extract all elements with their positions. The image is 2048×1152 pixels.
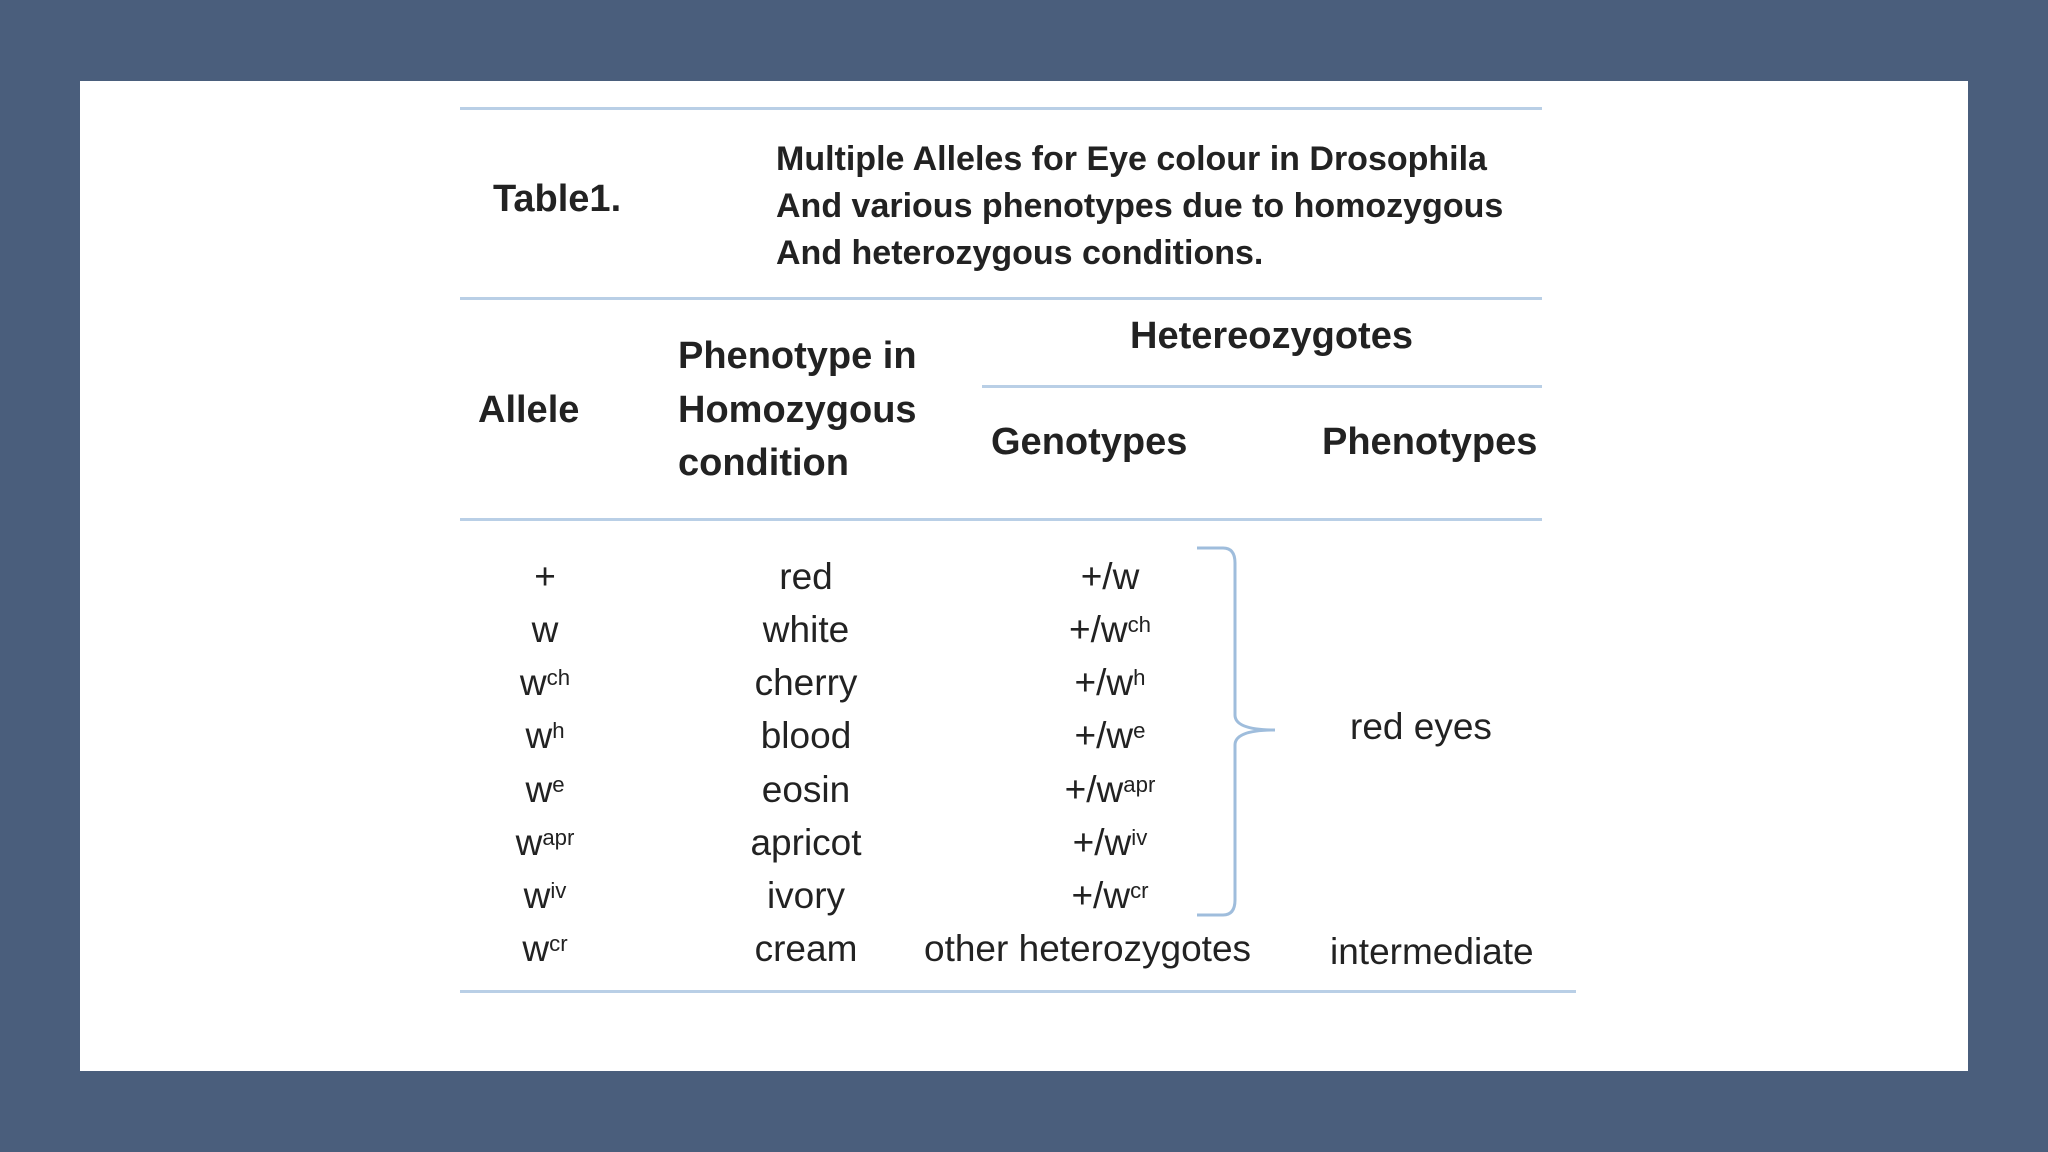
rule-heterozygotes [982,385,1542,388]
phenotype-cell: apricot [750,822,862,863]
genotype-cell: $+/w^{apr}$ [1064,769,1156,810]
caption-line-1: Multiple Alleles for Eye colour in Drosophila [776,140,1487,178]
header-phenotype-line-3: condition [678,442,849,484]
allele-cell: $w^h$ [525,715,565,756]
grouping-brace [1195,545,1285,920]
phenotype-cell: cream [754,928,858,969]
header-phenotype-line-1: Phenotype in [678,335,917,377]
other-heterozygotes-cell: other heterozygotes [924,928,1252,969]
allele-cell: $w^{apr}$ [515,822,575,863]
intermediate-phenotype: intermediate [1330,931,1534,972]
header-allele: Allele [478,389,580,431]
phenotype-cell: blood [760,715,852,756]
rule-top [460,107,1542,110]
table-label: Table1. [493,178,622,220]
genotype-cell: $+/w^{cr}$ [1071,875,1149,916]
phenotype-cell: red [779,556,833,597]
header-heterozygotes: Hetereozygotes [1130,315,1413,357]
phenotype-cell: cherry [754,662,858,703]
caption-line-3: And heterozygous conditions. [776,234,1264,272]
genotype-cell: $+/w^e$ [1074,715,1146,756]
red-eyes-phenotype: red eyes [1350,706,1492,747]
genotype-cell: $+/w^{iv}$ [1072,822,1148,863]
phenotype-cell: eosin [761,769,851,810]
rule-bottom [460,990,1576,993]
rule-caption-bottom [460,297,1542,300]
caption-line-2: And various phenotypes due to homozygous [776,187,1504,225]
allele-cell: $w^{ch}$ [519,662,571,703]
header-phenotypes: Phenotypes [1322,421,1538,463]
allele-cell: w [531,609,559,650]
header-phenotype-line-2: Homozygous [678,389,917,431]
allele-cell: $w^{cr}$ [522,928,568,969]
header-genotypes: Genotypes [991,421,1188,463]
genotype-cell: $+/w^h$ [1074,662,1146,703]
genotype-cell: +/w [1080,556,1140,597]
phenotype-cell: ivory [766,875,846,916]
allele-cell: + [534,556,556,597]
phenotype-cell: white [762,609,850,650]
genotype-cell: $+/w^{ch}$ [1068,609,1152,650]
rule-header-bottom [460,518,1542,521]
allele-cell: $w^e$ [525,769,565,810]
allele-cell: $w^{iv}$ [523,875,567,916]
